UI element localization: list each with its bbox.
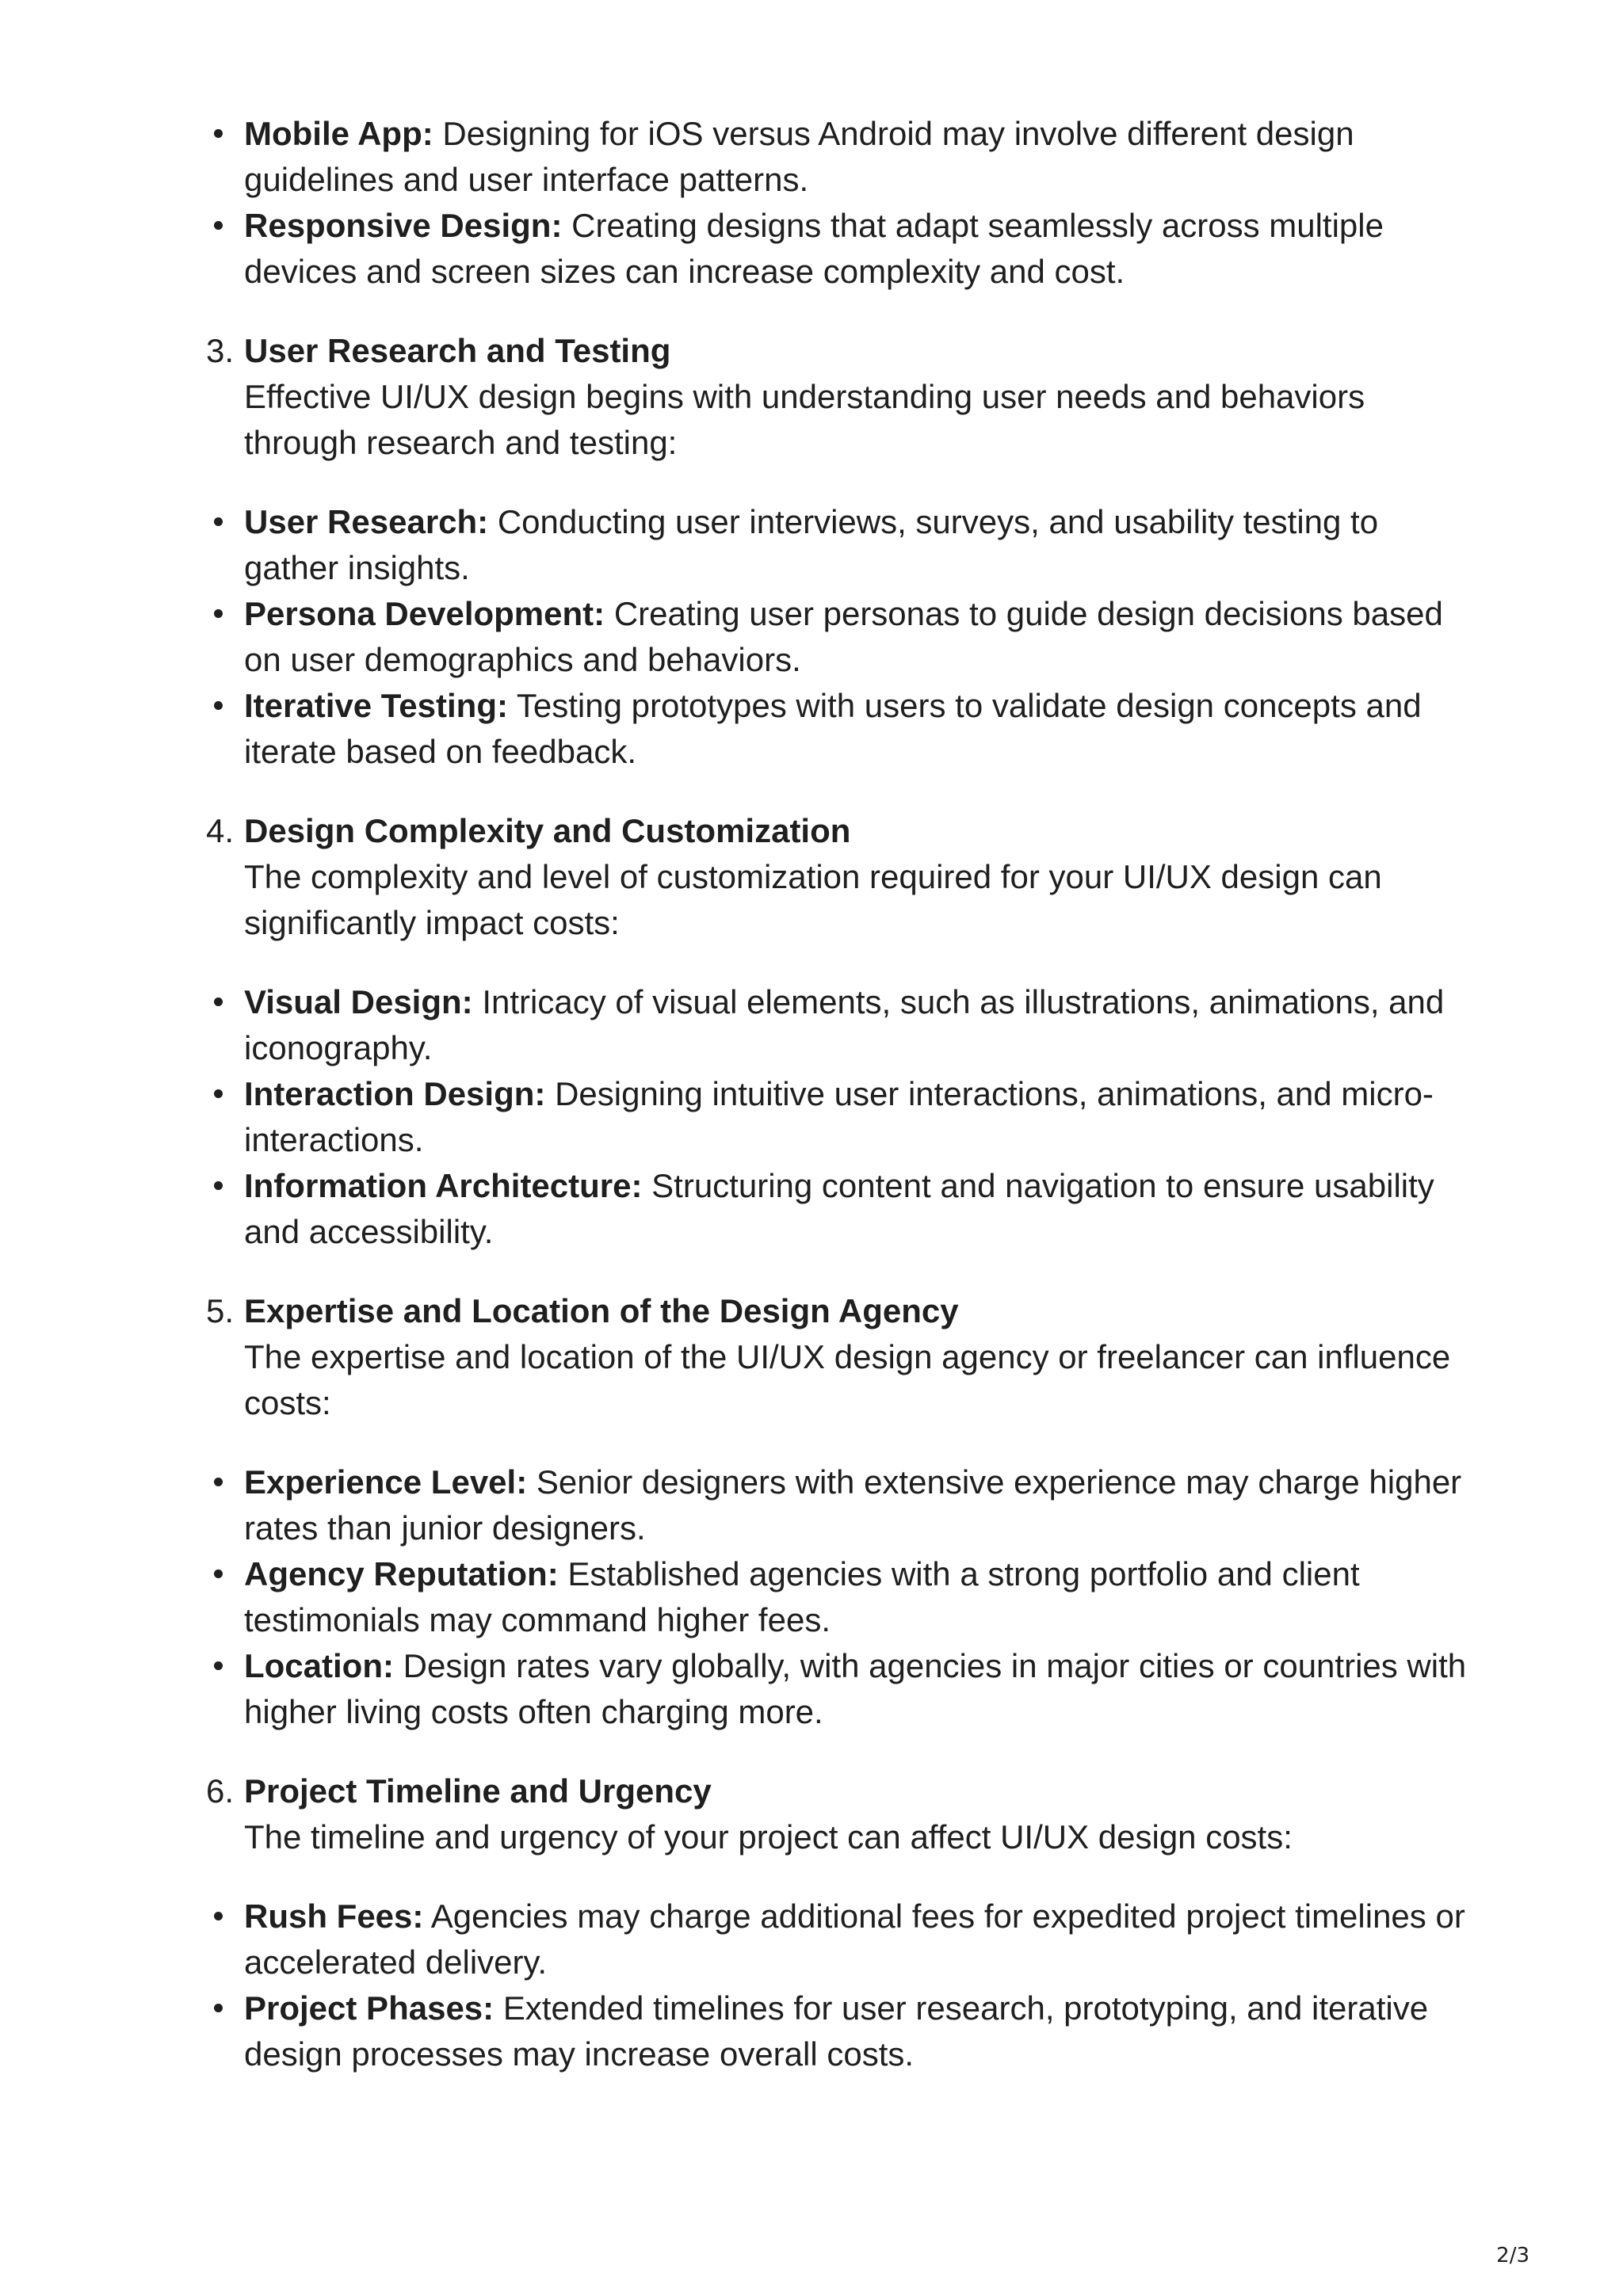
list-item xyxy=(244,683,1480,775)
section-number: 4. xyxy=(206,812,235,849)
bullet-text: Extended timelines for user research, prototyping, and iterative design processes may increase overall costs. xyxy=(244,1989,1429,2073)
list-item xyxy=(244,1894,1480,1985)
bullet-dot-icon xyxy=(214,2004,223,2012)
bullet-text: Established agencies with a strong portfolio and client testimonials may command higher fees. xyxy=(244,1555,1360,1638)
bullet-text: Conducting user interviews, surveys, and usability testing to gather insights. xyxy=(244,503,1379,586)
bullet-dot-icon xyxy=(214,701,223,710)
section-title: Project Timeline and Urgency xyxy=(244,1772,712,1810)
section-bullet-list xyxy=(244,979,1480,1255)
bullet-label: Interaction Design: xyxy=(244,1075,546,1112)
section-bullet-list xyxy=(244,1894,1480,2077)
bullet-text: Creating user personas to guide design decisions based on user demographics and behaviors. xyxy=(244,595,1443,678)
intro-bullet-list xyxy=(244,111,1480,295)
bullet-text: Senior designers with extensive experience may charge higher rates than junior designers. xyxy=(244,1463,1462,1547)
bullet-dot-icon xyxy=(214,609,223,618)
list-item xyxy=(244,111,1480,203)
bullet-text: Designing for iOS versus Android may involve different design guidelines and user interface patterns. xyxy=(244,115,1354,198)
section-number: 6. xyxy=(206,1772,235,1810)
list-item xyxy=(244,1163,1480,1255)
list-item xyxy=(244,591,1480,683)
bullet-label: Responsive Design: xyxy=(244,207,563,244)
bullet-label: Location: xyxy=(244,1647,394,1684)
section-number: 3. xyxy=(206,332,235,369)
bullet-text: Structuring content and navigation to ensure usability and accessibility. xyxy=(244,1167,1434,1250)
section-title: Expertise and Location of the Design Agency xyxy=(244,1292,959,1329)
section-description: The timeline and urgency of your project can affect UI/UX design costs: xyxy=(244,1818,1293,1855)
bullet-label: Rush Fees: xyxy=(244,1897,424,1935)
bullet-dot-icon xyxy=(214,1912,223,1920)
bullet-dot-icon xyxy=(214,1089,223,1098)
list-item xyxy=(244,1643,1480,1735)
bullet-label: Experience Level: xyxy=(244,1463,528,1501)
section-bullet-list xyxy=(244,499,1480,775)
bullet-text: Testing prototypes with users to validate design concepts and iterate based on feedback. xyxy=(244,687,1422,770)
bullet-dot-icon xyxy=(214,1181,223,1190)
bullet-label: Visual Design: xyxy=(244,983,473,1020)
bullet-dot-icon xyxy=(214,129,223,138)
bullet-label: Project Phases: xyxy=(244,1989,495,2027)
section-number: 5. xyxy=(206,1292,235,1329)
bullet-dot-icon xyxy=(214,517,223,526)
bullet-text: Agencies may charge additional fees for expedited project timelines or accelerated delivery. xyxy=(244,1897,1465,1981)
bullet-text: Intricacy of visual elements, such as illustrations, animations, and iconography. xyxy=(244,983,1445,1066)
bullet-text: Designing intuitive user interactions, animations, and micro-interactions. xyxy=(244,1075,1434,1158)
list-item xyxy=(244,1551,1480,1643)
bullet-text: Creating designs that adapt seamlessly across multiple devices and screen sizes can increase complexity and cost. xyxy=(244,207,1384,290)
bullet-dot-icon xyxy=(214,1661,223,1670)
list-item xyxy=(244,499,1480,591)
section-description: The complexity and level of customization required for your UI/UX design can significantly impact costs: xyxy=(244,858,1382,941)
section-description: Effective UI/UX design begins with understanding user needs and behaviors through research and testing: xyxy=(244,378,1365,461)
bullet-dot-icon xyxy=(214,1478,223,1486)
bullet-label: Iterative Testing: xyxy=(244,687,508,724)
section-expertise-location xyxy=(206,1288,1480,1426)
bullet-label: Information Architecture: xyxy=(244,1167,643,1204)
list-item xyxy=(244,203,1480,295)
bullet-dot-icon xyxy=(214,997,223,1006)
section-title: User Research and Testing xyxy=(244,332,671,369)
page-number: 2/3 xyxy=(1496,2244,1529,2267)
section-design-complexity xyxy=(206,808,1480,946)
bullet-label: Agency Reputation: xyxy=(244,1555,559,1592)
list-item xyxy=(244,979,1480,1071)
list-item xyxy=(244,1459,1480,1551)
bullet-dot-icon xyxy=(214,221,223,230)
document-content xyxy=(206,111,1480,2077)
bullet-dot-icon xyxy=(214,1569,223,1578)
bullet-label: Mobile App: xyxy=(244,115,433,152)
bullet-label: Persona Development: xyxy=(244,595,605,632)
section-timeline-urgency xyxy=(206,1768,1480,1860)
section-user-research xyxy=(206,328,1480,466)
list-item xyxy=(244,1985,1480,2077)
section-title: Design Complexity and Customization xyxy=(244,812,851,849)
section-description: The expertise and location of the UI/UX design agency or freelancer can influence costs: xyxy=(244,1338,1451,1421)
bullet-text: Design rates vary globally, with agencies in major cities or countries with higher living costs often charging more. xyxy=(244,1647,1467,1730)
bullet-label: User Research: xyxy=(244,503,489,540)
list-item xyxy=(244,1071,1480,1163)
section-bullet-list xyxy=(244,1459,1480,1735)
